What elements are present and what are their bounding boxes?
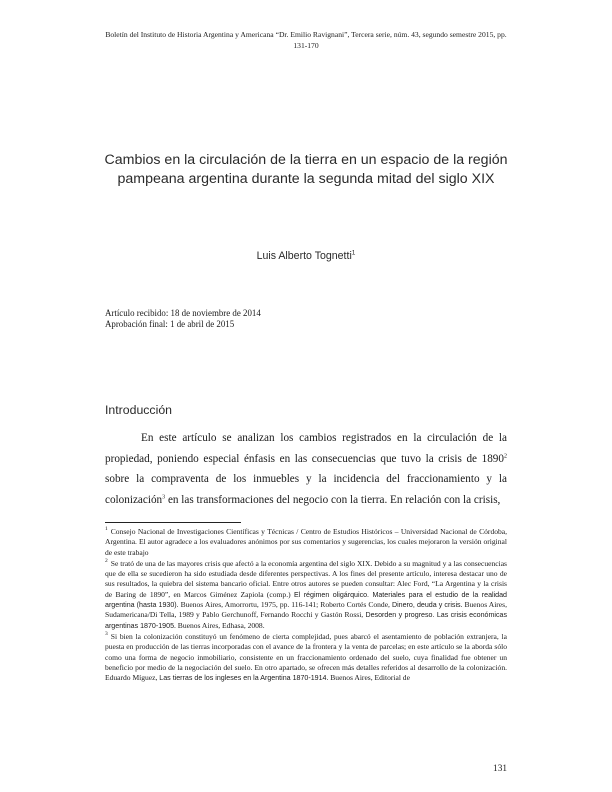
footnotes (105, 527, 507, 684)
footnote-text: . Buenos Aires, Amorrortu, 1975, pp. 116-141; Roberto Cortés Conde, (176, 600, 392, 610)
body-text-segment: En este artículo se analizan los cambios registrados en la circulación de la propiedad, poniendo especial énfasis en las consecuencias que tuvo la crisis de 1890 (105, 432, 507, 465)
footnote-text: . Buenos Aires, Editorial de (326, 673, 410, 683)
footnote-text: Si bien la colonización constituyó un fenómeno de cierta complejidad, pues abarcó el asentamiento de población extranjera, la puesta en producción de las tierras incorporadas con el avance de la frontera y la venta de parcelas; en este artículo se la aborda sólo como una forma de negocio inmobiliario, consistente en un fraccionamiento ordenado del suelo, cuya finalidad fue obtener un beneficio por medio de la negociación del suelo. En otro apartado, se ofrecen más detalles referidos al desarrollo de la colonización. Eduardo Míguez, (105, 631, 507, 683)
footnote-number: 2 (105, 558, 108, 565)
received-date: Artículo recibido: 18 de noviembre de 2014 (105, 308, 261, 318)
footnote-ref-2[interactable]: 2 (504, 452, 507, 459)
footnote-3 (105, 632, 507, 683)
approved-date: Aprobación final: 1 de abril de 2015 (105, 318, 235, 329)
footnote-ref-3[interactable]: 3 (162, 493, 166, 500)
footnote-ref-1[interactable]: 1 (351, 249, 356, 257)
footnote-number: 1 (105, 526, 108, 533)
footnote-book-title: El régimen oligárquico. Materiales para el estudio de la realidad argentina (hasta 1930) (105, 590, 507, 610)
footnote-2 (105, 559, 507, 631)
footnote-book-title: Las tierras de los ingleses en la Argentina 1870-1914 (159, 674, 327, 683)
footnote-book-title: Desorden y progreso. Las crisis económicas argentinas 1870-1905 (105, 611, 507, 630)
body-paragraph (105, 428, 507, 510)
footnote-1 (105, 527, 507, 558)
article-dates (105, 308, 261, 330)
section-heading: Introducción (105, 403, 172, 417)
body-text-segment: sobre la compraventa de los inmuebles y la incidencia del fraccionamiento y la colonización (105, 473, 507, 506)
body-text-segment: en las transformaciones del negocio con la tierra. En relación con la crisis, (165, 493, 501, 506)
author-line (100, 250, 512, 262)
page-number: 131 (493, 764, 507, 774)
footnote-text: . Buenos Aires, Edhasa, 2008. (174, 620, 265, 630)
article-title: Cambios en la circulación de la tierra en un espacio de la región pampeana argentina durante la segunda mitad del siglo XIX (104, 152, 508, 187)
footnote-text: Consejo Nacional de Investigaciones Científicas y Técnicas / Centro de Estudios Históricos – Universidad Nacional de Córdoba, Argentina. El autor agradece a los evaluadores anónimos por sus comentarios y sugerencias, los cuales mejoraron la versión original de este trabajo (105, 527, 507, 557)
running-head: Boletín del Instituto de Historia Argentina y Americana “Dr. Emilio Ravignani”, Tercera serie, núm. 43, segundo semestre 2015, pp. 131-170 (105, 30, 507, 50)
footnote-book-title: Dinero, deuda y crisis (391, 601, 461, 610)
footnote-separator (105, 522, 241, 523)
footnote-number: 3 (105, 631, 108, 638)
author-name: Luis Alberto Tognetti (256, 250, 352, 262)
footnote-text: Se trató de una de las mayores crisis que afectó a la economía argentina del siglo XIX. Debido a su magnitud y a las consecuencias que de ella se sucedieron ha sido estudiada desde diferentes perspectivas. A los fines del presente artículo, interesa destacar uno de sus resultados, la quiebra del sistema bancario oficial. Entre otros autores se pueden consultar: Alec Ford, “La Argentina y la crisis de Baring de 1890”, en Marcos Giménez Zapiola (comp.) (105, 558, 507, 599)
footnote-text: . Buenos Aires, Sudamericana/Di Tella, 1989 y Pablo Gerchunoff, Fernando Rocchi y Gastón Rossi, (105, 600, 507, 620)
